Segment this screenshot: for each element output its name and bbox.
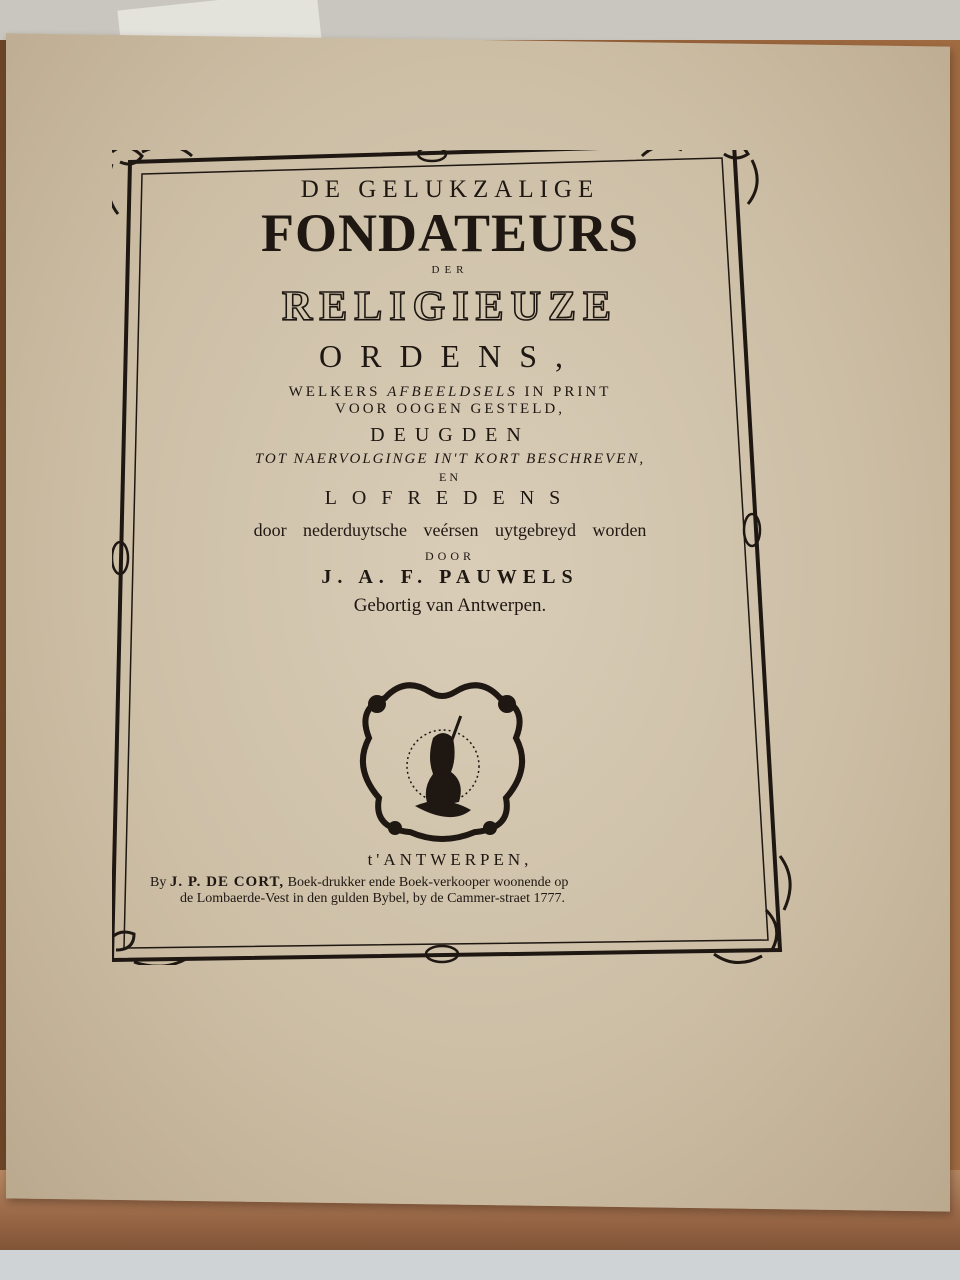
imprint-line-2-rest: Boek-drukker ende Boek-verkooper woonende op xyxy=(287,875,569,890)
subtitle-in-print: IN PRINT xyxy=(524,384,612,400)
title-ordens: ORDENS, xyxy=(318,338,581,374)
subtitle-line-3: TOT NAERVOLGINGE IN'T KORT BESCHREVEN, xyxy=(254,451,646,467)
title-text-block xyxy=(150,170,750,617)
subtitle-welkers: WELKERS xyxy=(288,384,381,400)
author-origin: Gebortig van Antwerpen. xyxy=(353,595,547,616)
imprint-by: By xyxy=(150,875,167,890)
subtitle-lofredens: LOFREDENS xyxy=(324,487,576,509)
imprint-line-2 xyxy=(130,874,770,891)
printers-device-vignette-icon xyxy=(355,678,530,843)
imprint-block xyxy=(130,850,770,907)
subtitle-door: DOOR xyxy=(424,549,475,563)
subtitle-line-1 xyxy=(150,384,750,401)
title-line-der: DER xyxy=(431,264,469,276)
title-line-1: DE GELUKZALIGE xyxy=(300,176,600,203)
imprint-printer: J. P. DE CORT, xyxy=(169,874,285,890)
title-main: FONDATEURS xyxy=(260,203,640,263)
title-religieuze: RELIGIEUZE xyxy=(281,284,619,330)
subtitle-line-4: door nederduytsche veérsen uytgebreyd worden xyxy=(253,520,647,540)
subtitle-afbeeldsels: AFBEELDSELS xyxy=(387,384,518,400)
subtitle-deugden: DEUGDEN xyxy=(370,424,530,446)
subtitle-en: EN xyxy=(439,470,461,484)
table-surface xyxy=(0,1250,960,1280)
author-name: J. A. F. PAUWELS xyxy=(321,566,579,588)
subtitle-line-2: VOOR OOGEN GESTELD, xyxy=(335,401,565,417)
imprint-place: t'ANTWERPEN, xyxy=(367,850,533,869)
imprint-line-3: de Lombaerde-Vest in den gulden Bybel, by de Cammer-straet 1777. xyxy=(180,891,565,906)
